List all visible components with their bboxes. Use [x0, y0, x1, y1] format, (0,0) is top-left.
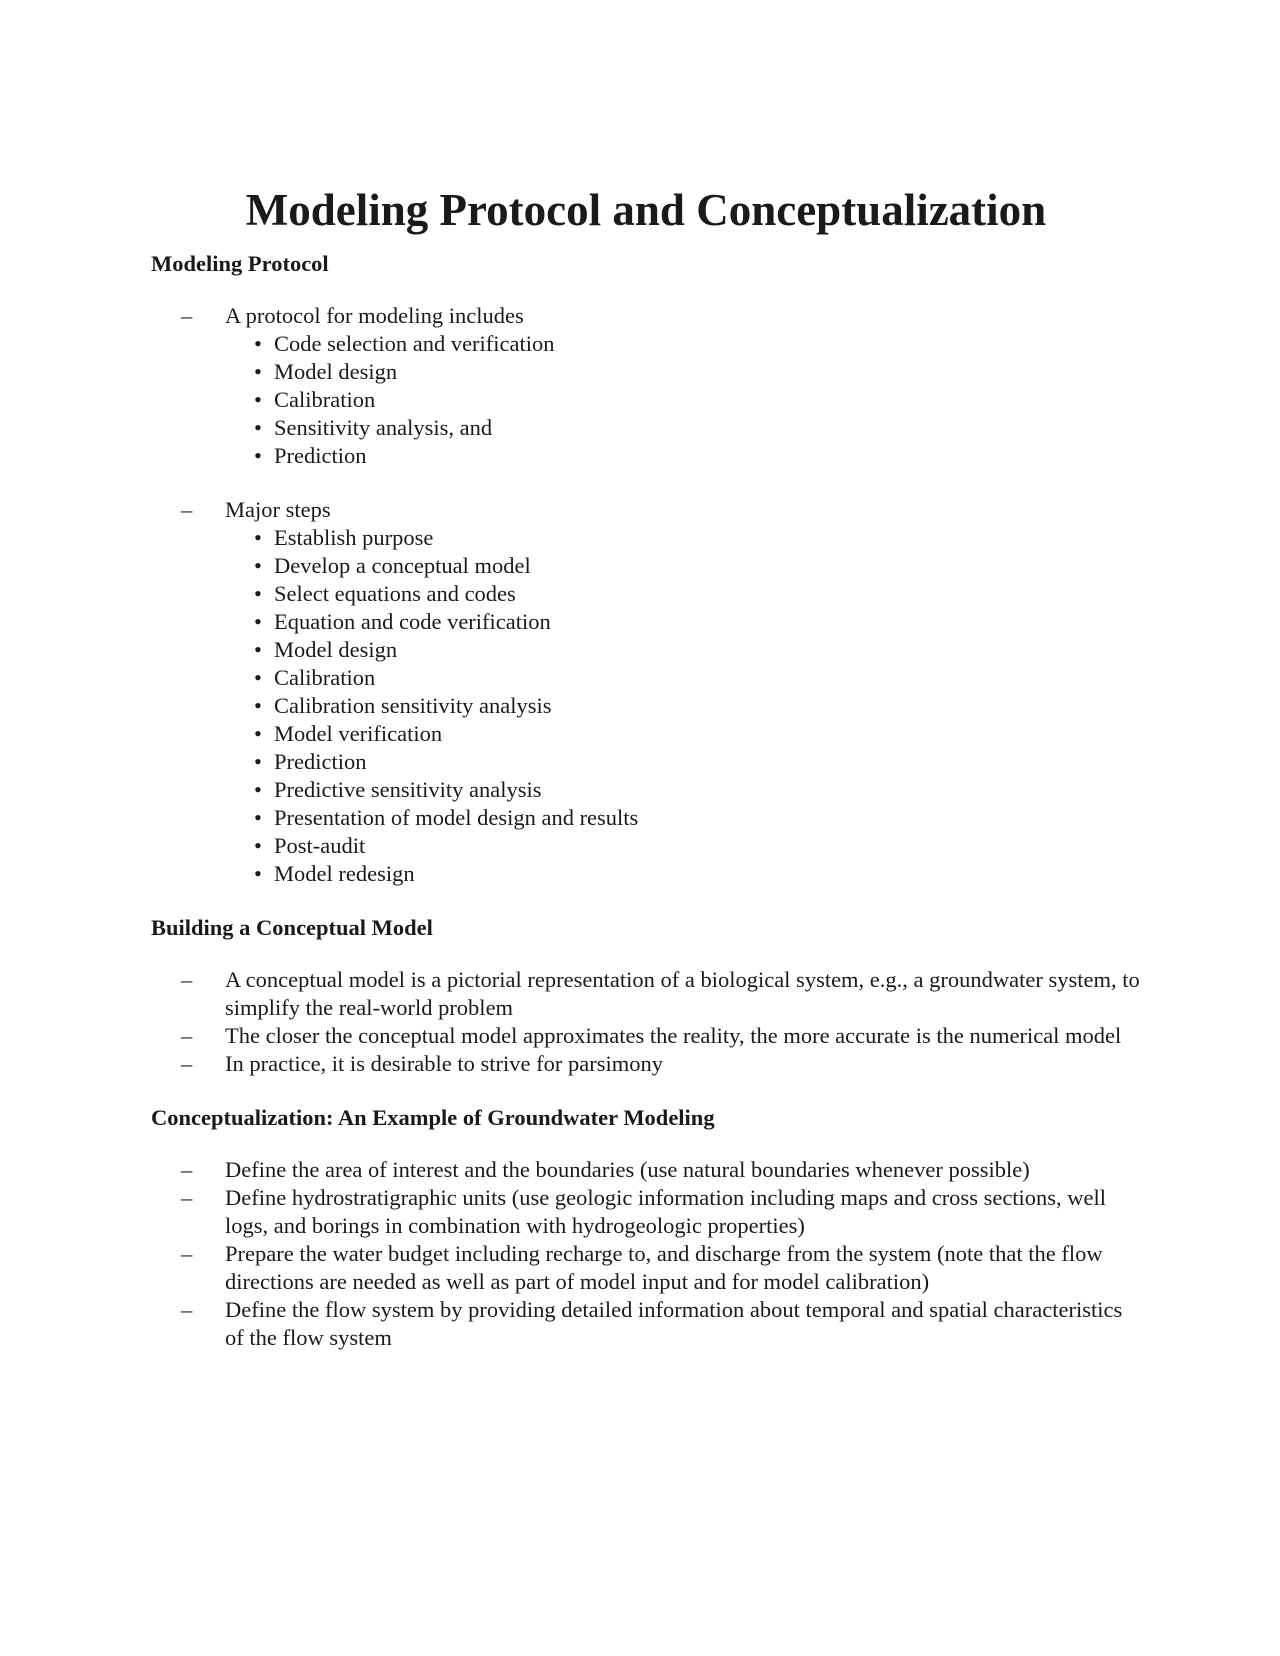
- bullet-item-text: Model design: [274, 359, 398, 384]
- bullet-marker: •: [254, 805, 262, 830]
- bullet-item: [251, 552, 1141, 580]
- section-heading: Conceptualization: An Example of Groundwater Modeling: [151, 1105, 715, 1130]
- bullet-item: [251, 330, 1141, 358]
- dash-marker: –: [181, 303, 193, 328]
- bullet-item-text: Model redesign: [274, 861, 415, 886]
- bullet-item: [251, 776, 1141, 804]
- bullet-item-text: Prediction: [274, 443, 367, 468]
- bullet-item: [251, 580, 1141, 608]
- list-item-text: Major steps: [225, 497, 331, 522]
- bullet-item: [251, 608, 1141, 636]
- bullet-item-text: Code selection and verification: [274, 331, 555, 356]
- dash-marker: –: [181, 967, 193, 992]
- bullet-item: [251, 358, 1141, 386]
- bullet-list: [225, 524, 1141, 888]
- list-item-text: A protocol for modeling includes: [225, 303, 524, 328]
- bullet-item: [251, 748, 1141, 776]
- bullet-marker: •: [254, 833, 262, 858]
- bullet-marker: •: [254, 777, 262, 802]
- list-item-text: In practice, it is desirable to strive for parsimony: [225, 1051, 663, 1076]
- document-page: [151, 185, 1141, 1352]
- bullet-marker: •: [254, 443, 262, 468]
- dash-marker: –: [181, 1023, 193, 1048]
- list-item-text: Prepare the water budget including recharge to, and discharge from the system (note that the flow directions are needed as well as part of model input and for model calibration): [225, 1241, 1103, 1294]
- bullet-marker: •: [254, 525, 262, 550]
- section-list: [151, 302, 1141, 888]
- list-item: [151, 1296, 1141, 1352]
- list-item: [151, 966, 1141, 1022]
- bullet-item-text: Predictive sensitivity analysis: [274, 777, 542, 802]
- bullet-item-text: Model design: [274, 637, 398, 662]
- bullet-item: [251, 832, 1141, 860]
- bullet-item: [251, 692, 1141, 720]
- bullet-marker: •: [254, 359, 262, 384]
- list-item: [151, 1022, 1141, 1050]
- bullet-item: [251, 664, 1141, 692]
- list-item: [151, 302, 1141, 470]
- bullet-item: [251, 386, 1141, 414]
- document-body: [151, 250, 1141, 1352]
- list-item-text: The closer the conceptual model approximates the reality, the more accurate is the numerical model: [225, 1023, 1122, 1048]
- bullet-marker: •: [254, 331, 262, 356]
- bullet-marker: •: [254, 861, 262, 886]
- bullet-item-text: Model verification: [274, 721, 443, 746]
- section-list: [151, 1156, 1141, 1352]
- bullet-item: [251, 442, 1141, 470]
- dash-marker: –: [181, 497, 193, 522]
- bullet-item-text: Select equations and codes: [274, 581, 516, 606]
- bullet-marker: •: [254, 581, 262, 606]
- dash-marker: –: [181, 1185, 193, 1210]
- bullet-marker: •: [254, 693, 262, 718]
- bullet-item-text: Prediction: [274, 749, 367, 774]
- bullet-item-text: Develop a conceptual model: [274, 553, 531, 578]
- bullet-item-text: Calibration: [274, 387, 376, 412]
- bullet-marker: •: [254, 721, 262, 746]
- dash-marker: –: [181, 1297, 193, 1322]
- list-item: [151, 1156, 1141, 1184]
- bullet-marker: •: [254, 553, 262, 578]
- bullet-marker: •: [254, 415, 262, 440]
- bullet-item: [251, 804, 1141, 832]
- bullet-marker: •: [254, 665, 262, 690]
- section-heading: Building a Conceptual Model: [151, 915, 433, 940]
- bullet-item: [251, 720, 1141, 748]
- section-list: [151, 966, 1141, 1078]
- dash-marker: –: [181, 1051, 193, 1076]
- bullet-marker: •: [254, 637, 262, 662]
- dash-marker: –: [181, 1157, 193, 1182]
- bullet-item-text: Establish purpose: [274, 525, 434, 550]
- list-item: [151, 496, 1141, 888]
- bullet-item: [251, 860, 1141, 888]
- bullet-item-text: Equation and code verification: [274, 609, 551, 634]
- bullet-item: [251, 524, 1141, 552]
- list-item: [151, 1184, 1141, 1240]
- bullet-marker: •: [254, 749, 262, 774]
- dash-marker: –: [181, 1241, 193, 1266]
- bullet-marker: •: [254, 387, 262, 412]
- bullet-item: [251, 414, 1141, 442]
- bullet-item: [251, 636, 1141, 664]
- list-item-text: Define the flow system by providing detailed information about temporal and spatial characteristics of the flow system: [225, 1297, 1123, 1350]
- bullet-item-text: Post-audit: [274, 833, 366, 858]
- list-item: [151, 1240, 1141, 1296]
- list-item-text: Define the area of interest and the boundaries (use natural boundaries whenever possible): [225, 1157, 1030, 1182]
- bullet-list: [225, 330, 1141, 470]
- document-title: Modeling Protocol and Conceptualization: [245, 185, 1047, 235]
- bullet-item-text: Sensitivity analysis, and: [274, 415, 493, 440]
- bullet-item-text: Calibration sensitivity analysis: [274, 693, 552, 718]
- section-heading: Modeling Protocol: [151, 251, 329, 276]
- list-item-text: A conceptual model is a pictorial representation of a biological system, e.g., a groundwater system, to simplify the real-world problem: [225, 967, 1140, 1020]
- list-item: [151, 1050, 1141, 1078]
- bullet-item-text: Calibration: [274, 665, 376, 690]
- bullet-marker: •: [254, 609, 262, 634]
- list-item-text: Define hydrostratigraphic units (use geologic information including maps and cross sections, well logs, and borings in combination with hydrogeologic properties): [225, 1185, 1107, 1238]
- bullet-item-text: Presentation of model design and results: [274, 805, 639, 830]
